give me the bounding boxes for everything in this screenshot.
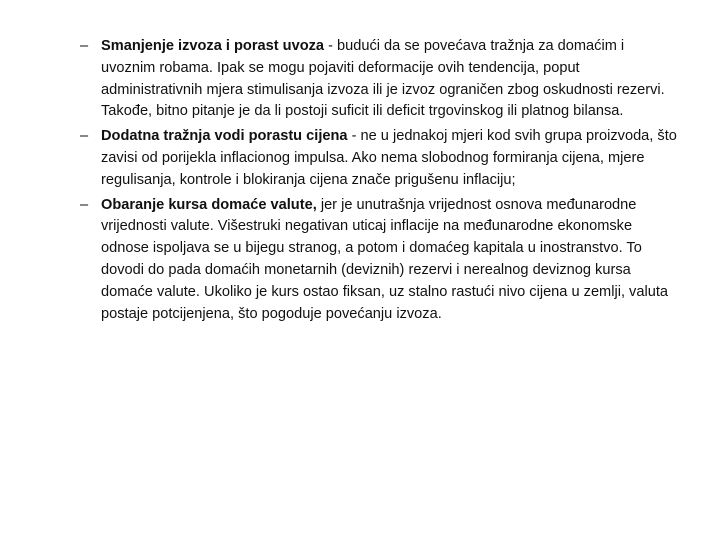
dash-marker: –	[80, 38, 89, 54]
bullet-lead: Obaranje kursa domaće valute,	[101, 196, 317, 213]
list-item	[80, 36, 680, 123]
dash-marker: –	[80, 128, 89, 145]
bullet-text: - ne u jednakoj mjeri kod svih grupa proizvoda, što zavisi od porijekla inflacionog impulsa. Ako nema slobodnog formiranja cijena, mjere regulisanja, kontrole i blokiranja cijena znače prigušenu inflaciju;	[101, 128, 677, 188]
bullet-list	[80, 36, 680, 328]
list-item	[80, 126, 680, 191]
bullet-lead: Dodatna tražnja vodi porastu cijena	[101, 128, 348, 145]
bullet-text: - budući da se povećava tražnja za domaćim i uvoznim robama. Ipak se mogu pojaviti deformacije ovih tendencija, poput administrativnih mjera stimulisanja izvoza ili je izvoz ograničen zbog oskudnosti rezervi. Takođe, bitno pitanje je da li postoji suficit ili deficit trgovinskog ili platnog bilansa.	[101, 38, 665, 120]
list-item	[80, 195, 680, 326]
bullet-lead: Smanjenje izvoza i porast uvoza	[101, 38, 325, 54]
dash-marker: –	[80, 196, 89, 213]
bullet-text: jer je unutrašnja vrijednost osnova međunarodne vrijednosti valute. Višestruki negativan uticaj inflacije na međunarodne ekonomske odnose ispoljava se u bijegu stranog, a potom i domaćeg kapitala u inostranstvo. To dovodi do pada domaćih monetarnih (deviznih) rezervi i nerealnog deviznog kursa domaće valute. Ukoliko je kurs ostao fiksan, uz stalno rastući nivo cijena u zemlji, valuta postaje potcijenjena, što pogoduje povećanju izvoza.	[101, 196, 668, 322]
